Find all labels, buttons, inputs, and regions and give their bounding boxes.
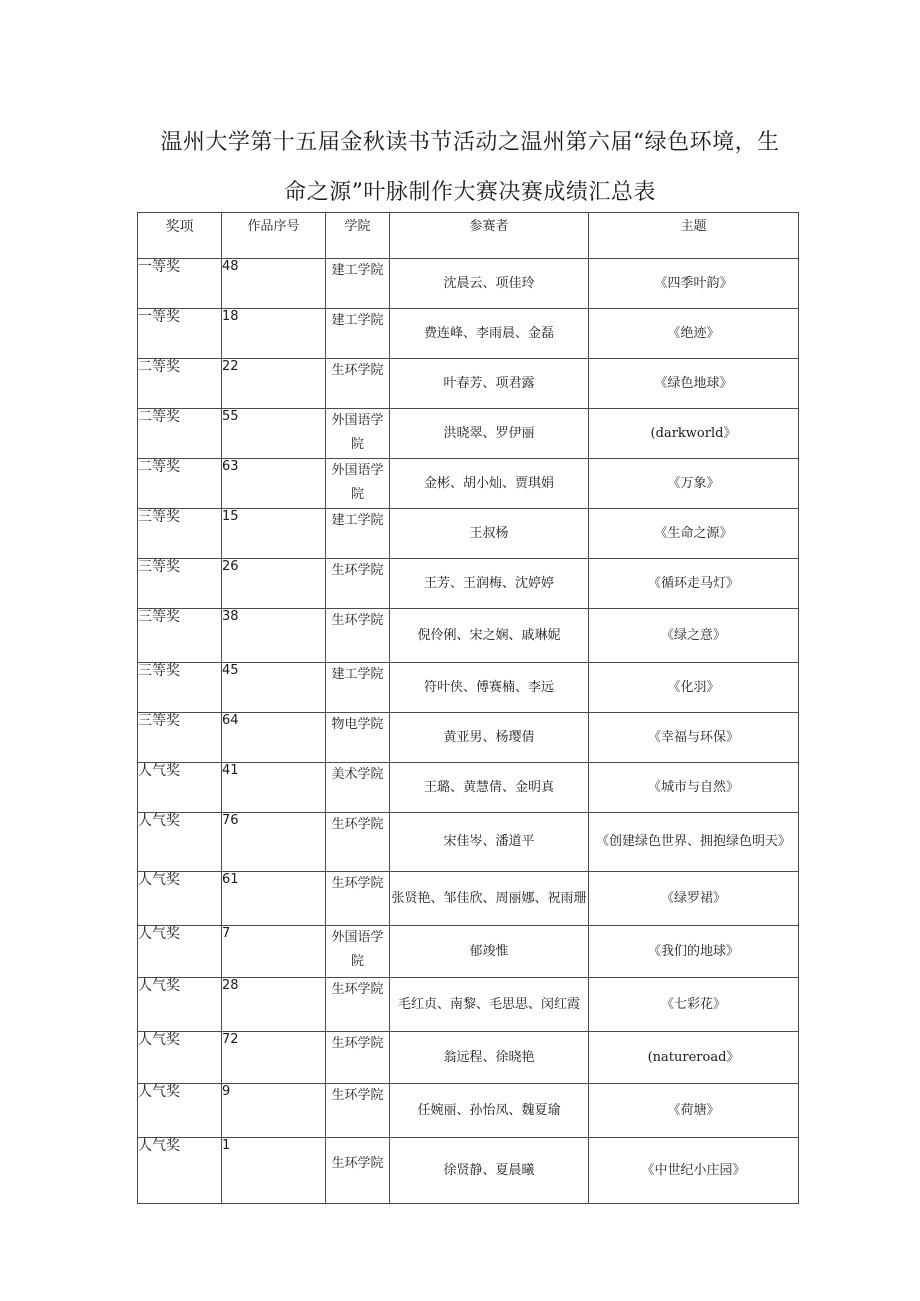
college-cell: 建工学院 [326,509,390,559]
number-cell: 22 [222,359,326,409]
award-cell: 三等奖 [138,609,222,663]
participants-cell: 张贤艳、邹佳欣、周丽娜、祝雨珊 [390,872,589,926]
award-cell: 三等奖 [138,559,222,609]
participants-cell: 符叶侠、傅赛楠、李远 [390,663,589,713]
award-cell: 人气奖 [138,1084,222,1138]
theme-cell: (natureroad》 [589,1032,799,1084]
theme-cell: 《万象》 [589,459,799,509]
award-cell: 一等奖 [138,259,222,309]
table-row [138,663,799,713]
table-row [138,309,799,359]
award-cell: 三等奖 [138,509,222,559]
participants-cell: 叶春芳、项君露 [390,359,589,409]
college-cell: 生环学院 [326,559,390,609]
number-cell: 45 [222,663,326,713]
award-cell: 三等奖 [138,663,222,713]
number-cell: 48 [222,259,326,309]
header-participants: 参赛者 [390,213,589,259]
table-row [138,559,799,609]
award-cell: 人气奖 [138,872,222,926]
header-college: 学院 [326,213,390,259]
theme-cell: 《绝迹》 [589,309,799,359]
college-cell: 生环学院 [326,1084,390,1138]
number-cell: 26 [222,559,326,609]
college-cell: 物电学院 [326,713,390,763]
theme-cell: 《幸福与环保》 [589,713,799,763]
theme-cell: 《生命之源》 [589,509,799,559]
college-cell: 生环学院 [326,359,390,409]
header-number: 作品序号 [222,213,326,259]
header-award: 奖项 [138,213,222,259]
theme-cell: 《绿罗裙》 [589,872,799,926]
theme-cell: 《循环走马灯》 [589,559,799,609]
participants-cell: 倪伶俐、宋之娴、戚琳妮 [390,609,589,663]
theme-cell: 《城市与自然》 [589,763,799,813]
number-cell: 61 [222,872,326,926]
number-cell: 9 [222,1084,326,1138]
number-cell: 28 [222,978,326,1032]
theme-cell: 《中世纪小庄园》 [589,1138,799,1204]
award-cell: 人气奖 [138,813,222,872]
theme-cell: 《荷塘》 [589,1084,799,1138]
college-cell: 生环学院 [326,609,390,663]
table-row [138,359,799,409]
participants-cell: 金彬、胡小灿、贾琪娟 [390,459,589,509]
college-cell: 建工学院 [326,309,390,359]
award-cell: 一等奖 [138,309,222,359]
college-cell: 生环学院 [326,1138,390,1204]
participants-cell: 宋佳岑、潘道平 [390,813,589,872]
college-cell: 建工学院 [326,663,390,713]
table-row [138,763,799,813]
award-cell: 人气奖 [138,763,222,813]
table-row [138,259,799,309]
award-cell: 人气奖 [138,978,222,1032]
results-table [137,212,799,1204]
participants-cell: 黄亚男、杨璎倩 [390,713,589,763]
number-cell: 63 [222,459,326,509]
table-row [138,509,799,559]
participants-cell: 费连峰、李雨晨、金磊 [390,309,589,359]
table-row [138,926,799,978]
theme-cell: 《七彩花》 [589,978,799,1032]
theme-cell: 《四季叶韵》 [589,259,799,309]
number-cell: 15 [222,509,326,559]
document-title [130,118,810,218]
title-line-1: 温州大学第十五届金秋读书节活动之温州第六届“绿色环境，生 [160,130,780,155]
number-cell: 55 [222,409,326,459]
participants-cell: 洪晓翠、罗伊丽 [390,409,589,459]
header-theme: 主题 [589,213,799,259]
table-row [138,409,799,459]
theme-cell: 《绿之意》 [589,609,799,663]
number-cell: 64 [222,713,326,763]
participants-cell: 王叔杨 [390,509,589,559]
table-row [138,713,799,763]
theme-cell: 《创建绿色世界、拥抱绿色明天》 [589,813,799,872]
college-cell: 生环学院 [326,872,390,926]
table-row [138,609,799,663]
college-cell: 生环学院 [326,813,390,872]
award-cell: 二等奖 [138,359,222,409]
number-cell: 72 [222,1032,326,1084]
number-cell: 38 [222,609,326,663]
college-cell: 生环学院 [326,1032,390,1084]
theme-cell: 《化羽》 [589,663,799,713]
participants-cell: 徐贤静、夏晨曦 [390,1138,589,1204]
award-cell: 三等奖 [138,713,222,763]
title-line-2: 命之源”叶脉制作大赛决赛成绩汇总表 [284,180,656,205]
college-cell: 美术学院 [326,763,390,813]
table-row [138,1032,799,1084]
award-cell: 人气奖 [138,1138,222,1204]
participants-cell: 任婉丽、孙怡凤、魏夏瑜 [390,1084,589,1138]
table-row [138,459,799,509]
theme-cell: 《绿色地球》 [589,359,799,409]
table-row [138,1138,799,1204]
participants-cell: 王璐、黄慧倩、金明真 [390,763,589,813]
college-cell: 建工学院 [326,259,390,309]
table-header-row [138,213,799,259]
table-row [138,978,799,1032]
award-cell: 二等奖 [138,409,222,459]
table-row [138,813,799,872]
participants-cell: 翁远程、徐晓艳 [390,1032,589,1084]
table-row [138,872,799,926]
college-cell: 生环学院 [326,978,390,1032]
number-cell: 18 [222,309,326,359]
award-cell: 二等奖 [138,459,222,509]
participants-cell: 毛红贞、南黎、毛思思、闵红霞 [390,978,589,1032]
college-cell: 外国语学院 [326,459,390,509]
award-cell: 人气奖 [138,1032,222,1084]
number-cell: 1 [222,1138,326,1204]
participants-cell: 王芳、王润梅、沈婷婷 [390,559,589,609]
college-cell: 外国语学院 [326,926,390,978]
number-cell: 7 [222,926,326,978]
number-cell: 76 [222,813,326,872]
participants-cell: 郁竣惟 [390,926,589,978]
college-cell: 外国语学院 [326,409,390,459]
award-cell: 人气奖 [138,926,222,978]
theme-cell: 《我们的地球》 [589,926,799,978]
theme-cell: (darkworld》 [589,409,799,459]
participants-cell: 沈晨云、项佳玲 [390,259,589,309]
table-row [138,1084,799,1138]
number-cell: 41 [222,763,326,813]
